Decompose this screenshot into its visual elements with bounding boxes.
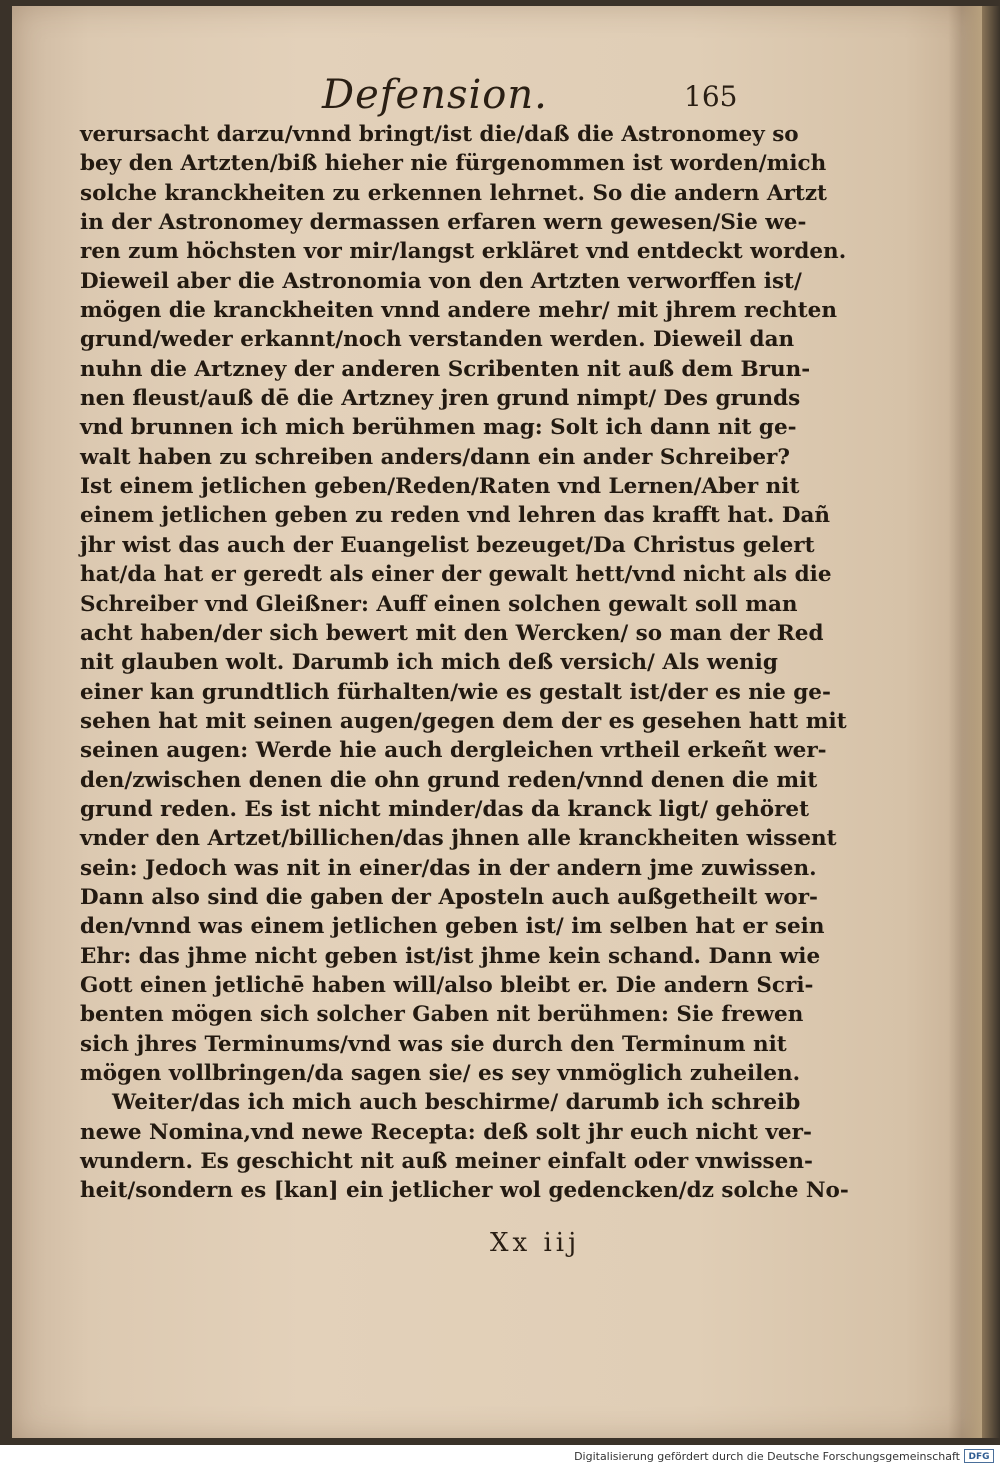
text-line: Gott einen jetlichē haben will/also bleibt er. Die andern Scri- (80, 972, 814, 998)
text-line: Dieweil aber die Astronomia von den Artzten verworffen ist/ (80, 268, 802, 294)
dfg-logo-icon: DFG (964, 1449, 994, 1463)
book-page (12, 6, 982, 1438)
text-line: Ist einem jetlichen geben/Reden/Raten vnd Lernen/Aber nit (80, 474, 800, 500)
text-line: benten mögen sich solcher Gaben nit berühmen: Sie frewen (80, 1002, 804, 1028)
text-line: solche kranckheiten zu erkennen lehrnet. So die andern Artzt (80, 180, 827, 206)
text-line: grund/weder erkannt/noch verstanden werden. Dieweil dan (80, 327, 795, 353)
text-line: Dann also sind die gaben der Aposteln auch außgetheilt wor- (80, 884, 818, 910)
text-line: den/zwischen denen die ohn grund reden/vnnd denen die mit (80, 767, 818, 793)
text-line: jhr wist das auch der Euangelist bezeuget/Da Christus gelert (80, 532, 815, 558)
text-line: grund reden. Es ist nicht minder/das da kranck ligt/ gehöret (80, 796, 810, 822)
text-line: hat/da hat er geredt als einer der gewalt hett/vnd nicht als die (80, 562, 832, 588)
text-line: acht haben/der sich bewert mit den Wercken/ so man der Red (80, 620, 824, 646)
text-line: Weiter/das ich mich auch beschirme/ darumb ich schreib (112, 1090, 801, 1116)
text-line: mögen die kranckheiten vnnd andere mehr/ mit jhrem rechten (80, 298, 837, 324)
page-number: 165 (684, 80, 738, 113)
text-line: den/vnnd was einem jetlichen geben ist/ im selben hat er sein (80, 914, 825, 940)
footer-bar (0, 1445, 1000, 1470)
text-line: vnd brunnen ich mich berühmen mag: Solt ich dann nit ge- (80, 415, 797, 441)
text-line: einer kan grundtlich fürhalten/wie es gestalt ist/der es nie ge- (80, 679, 831, 705)
funding-credit: Digitalisierung gefördert durch die Deutsche Forschungsgemeinschaft (574, 1450, 960, 1463)
text-line: nit glauben wolt. Darumb ich mich deß versich/ Als wenig (80, 650, 778, 676)
text-line: sich jhres Terminums/vnd was sie durch den Terminum nit (80, 1031, 787, 1057)
text-line: newe Nomina,vnd newe Recepta: deß solt jhr euch nicht ver- (80, 1119, 812, 1145)
book-edge (982, 6, 1000, 1438)
text-line: heit/sondern es [kan] ein jetlicher wol gedencken/dz solche No- (80, 1178, 849, 1204)
text-line: einem jetlichen geben zu reden vnd lehren das krafft hat. Dañ (80, 503, 831, 529)
text-line: sein: Jedoch was nit in einer/das in der andern jme zuwissen. (80, 855, 817, 881)
signature-mark: Xx iij (490, 1228, 581, 1258)
text-line: nuhn die Artzney der anderen Scribenten nit auß dem Brun- (80, 356, 811, 382)
text-line: ren zum höchsten vor mir/langst erkläret vnd entdeckt worden. (80, 239, 847, 265)
text-line: mögen vollbringen/da sagen sie/ es sey vnmöglich zuheilen. (80, 1061, 801, 1086)
text-line: sehen hat mit seinen augen/gegen dem der es gesehen hatt mit (80, 708, 847, 734)
text-line: wundern. Es geschicht nit auß meiner einfalt oder vnwissen- (80, 1149, 813, 1175)
text-line: bey den Artzten/biß hieher nie fürgenommen ist worden/mich (80, 151, 827, 177)
text-line: walt haben zu schreiben anders/dann ein ander Schreiber? (80, 444, 790, 470)
running-head: Defension. (322, 72, 548, 118)
text-line: in der Astronomey dermassen erfaren wern gewesen/Sie we- (80, 210, 807, 236)
text-line: seinen augen: Werde hie auch dergleichen vrtheil erkeñt wer- (80, 738, 827, 764)
text-line: vnder den Artzet/billichen/das jhnen alle kranckheiten wissent (80, 826, 837, 852)
text-line: Ehr: das jhme nicht geben ist/ist jhme kein schand. Dann wie (80, 943, 821, 969)
page-header (12, 72, 982, 122)
text-line: nen fleust/auß dē die Artzney jren grund nimpt/ Des grunds (80, 386, 801, 412)
text-line: verursacht darzu/vnnd bringt/ist die/daß die Astronomey so (80, 122, 799, 147)
text-line: Schreiber vnd Gleißner: Auff einen solchen gewalt soll man (80, 591, 798, 617)
page-shadow (948, 6, 982, 1438)
body-text (80, 120, 849, 1206)
